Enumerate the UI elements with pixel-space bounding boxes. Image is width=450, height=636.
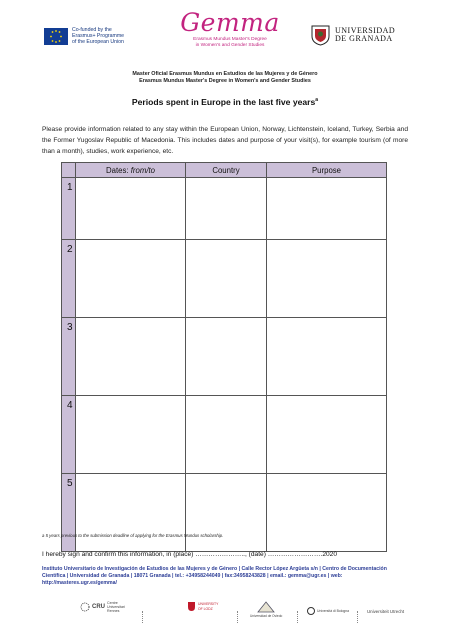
row-number: 4	[62, 396, 76, 474]
intro-paragraph: Please provide information related to any stay within the European Union, Norway, Lichtenstein, Iceland, Turkey, Serbia and the Former Yugoslav Republic of Macedonia. This includes dates and purpose of your visit(s), for example tourism (of more than a month), studies, work experience, etc.	[42, 126, 408, 155]
gemma-wordmark: Gemma	[180, 8, 280, 37]
purpose-cell[interactable]	[267, 178, 387, 240]
table-row	[62, 396, 387, 474]
row-number: 2	[62, 240, 76, 318]
country-cell[interactable]	[186, 396, 267, 474]
purpose-cell[interactable]	[267, 396, 387, 474]
purpose-cell[interactable]	[267, 474, 387, 552]
gemma-subtitle: Erasmus Mundus Master's Degree in Women's and Gender Studies	[193, 37, 267, 48]
oviedo-emblem-icon	[256, 601, 276, 613]
header-purpose: Purpose	[267, 163, 387, 178]
dates-cell[interactable]	[76, 474, 186, 552]
utrecht-logo: Universiteit Utrecht	[367, 609, 405, 614]
purpose-cell[interactable]	[267, 240, 387, 318]
row-number: 1	[62, 178, 76, 240]
bologna-seal-icon	[307, 607, 315, 615]
dates-cell[interactable]	[76, 396, 186, 474]
dates-cell[interactable]	[76, 318, 186, 396]
table-row	[62, 318, 387, 396]
page-title: Periods spent in Europe in the last five years$^a$	[131, 97, 319, 107]
purpose-cell[interactable]	[267, 318, 387, 396]
footer-logos	[42, 601, 408, 623]
eu-logo	[44, 27, 134, 45]
cru-logo: CRU Centre Universitari Rennes	[80, 601, 125, 613]
table-row	[62, 474, 387, 552]
stays-table	[61, 162, 387, 552]
country-cell[interactable]	[186, 240, 267, 318]
gemma-logo	[150, 10, 310, 48]
dates-cell[interactable]	[76, 240, 186, 318]
lodz-logo: UNIVERSITY OF LODZ	[187, 601, 220, 612]
cru-circle-icon	[80, 602, 90, 612]
table-row	[62, 240, 387, 318]
oviedo-logo: Universidad de Oviedo	[250, 601, 282, 619]
header-country: Country	[186, 163, 267, 178]
ugr-crest-icon	[310, 24, 331, 46]
header-number	[62, 163, 76, 178]
row-number: 5	[62, 474, 76, 552]
header-dates: Dates: from/to	[76, 163, 186, 178]
eu-flag-icon	[44, 28, 68, 45]
footnote: a 5 years previous to the submission deadline of applying for the Erasmus Mundus scholarship.	[42, 533, 224, 538]
ugr-logo	[310, 24, 395, 46]
country-cell[interactable]	[186, 178, 267, 240]
table-row	[62, 178, 387, 240]
institute-address: Instituto Universitario de Investigación de Estudios de las Mujeres y de Género | Calle Rector López Argüeta s/n | Centro de Documentación Científica | Universidad de Granada | 18071 Granada | tel.: +34958244049 | fax:34958243828 | email.: gemma@ugr.es | web: http://masteres.ugr.es/gemma/	[42, 566, 387, 587]
row-number: 3	[62, 318, 76, 396]
lodz-emblem-icon	[187, 601, 196, 612]
bologna-logo: Università di Bologna	[307, 607, 349, 615]
eu-cofunded-text: Co-funded by the Erasmus+ Programme of the European Union	[72, 27, 125, 45]
signature-line: I hereby sign and confirm this information, in (place) ………………….., (date) …………………….2020	[42, 551, 337, 558]
master-title: Master Oficial Erasmus Mundus en Estudios de las Mujeres y de Género Erasmus Mundus Master's Degree in Women's and Gender Studies	[132, 71, 318, 84]
country-cell[interactable]	[186, 318, 267, 396]
dates-cell[interactable]	[76, 178, 186, 240]
ugr-name: UNIVERSIDAD DE GRANADA	[335, 25, 396, 43]
table-header-row	[62, 163, 387, 178]
country-cell[interactable]	[186, 474, 267, 552]
